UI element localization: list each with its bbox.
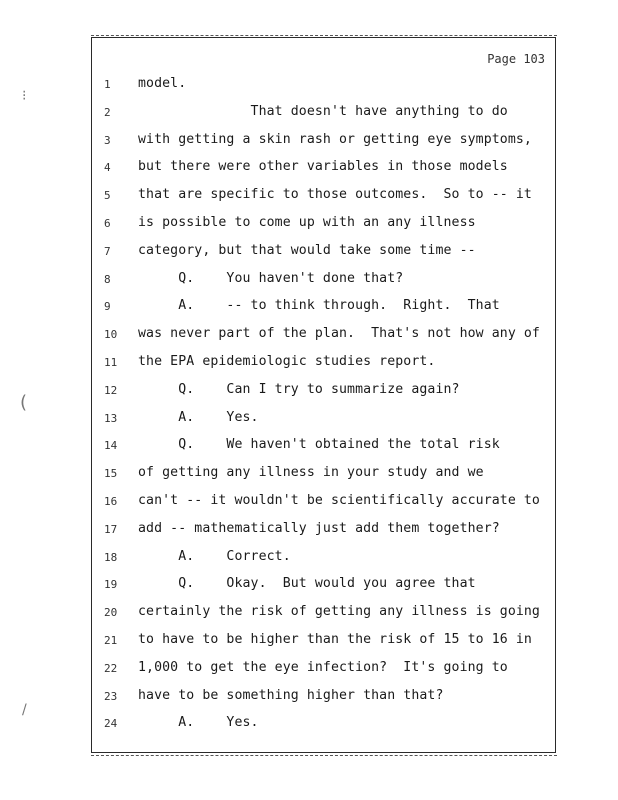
transcript-line	[92, 717, 555, 745]
transcript-line	[92, 467, 555, 495]
line-text: can't -- it wouldn't be scientifically accurate to	[138, 493, 540, 508]
line-text: add -- mathematically just add them together?	[138, 520, 500, 536]
line-number: 20	[104, 606, 118, 620]
line-text: is possible to come up with an any illness	[138, 215, 476, 230]
line-number: 23	[104, 689, 118, 703]
transcript-line	[92, 356, 555, 384]
transcript-line	[92, 242, 555, 273]
line-number: 17	[104, 522, 118, 536]
line-text: Q. We haven't obtained the total risk	[138, 437, 500, 453]
line-text: model.	[138, 76, 187, 91]
transcript-page	[91, 37, 556, 753]
transcript-line	[92, 634, 555, 662]
margin-mark: (	[20, 392, 28, 413]
line-number: 3	[104, 133, 111, 147]
transcript-line	[92, 409, 555, 440]
line-number: 8	[104, 272, 111, 286]
line-number: 6	[104, 217, 111, 230]
transcript-line	[92, 495, 555, 523]
transcript-line	[92, 131, 555, 162]
line-number: 15	[104, 467, 118, 481]
line-text: that are specific to those outcomes. So to -- it	[138, 187, 532, 203]
line-number: 21	[104, 634, 118, 647]
transcript-line	[92, 439, 555, 467]
margin-mark: ⁝	[22, 88, 27, 104]
line-number: 4	[104, 161, 111, 175]
line-text: Q. Can I try to summarize again?	[138, 381, 460, 397]
line-text: was never part of the plan. That's not how any of	[138, 326, 540, 342]
line-number: 22	[104, 661, 118, 675]
line-number: 9	[104, 300, 111, 314]
transcript-line	[92, 578, 555, 606]
line-text: A. -- to think through. Right. That	[138, 298, 500, 314]
line-number: 18	[104, 550, 118, 564]
line-text: to have to be higher than the risk of 15 to 16 in	[138, 632, 532, 647]
transcript-line	[92, 687, 555, 718]
line-number: 12	[104, 383, 118, 397]
page-number: Page 103	[487, 52, 545, 66]
line-number: 13	[104, 411, 118, 425]
transcript-line	[92, 659, 555, 690]
line-number: 11	[104, 356, 118, 369]
transcript-line	[92, 300, 555, 328]
top-scan-line	[91, 35, 557, 36]
line-number: 19	[104, 578, 118, 592]
bottom-scan-line	[91, 755, 557, 756]
transcript-line	[92, 189, 555, 217]
transcript-line	[92, 161, 555, 189]
margin-mark: /	[22, 702, 27, 718]
transcript-line	[92, 606, 555, 634]
transcript-line	[92, 103, 555, 134]
line-text: with getting a skin rash or getting eye symptoms,	[138, 131, 532, 147]
line-text: the EPA epidemiologic studies report.	[138, 354, 436, 369]
transcript-line	[92, 548, 555, 579]
line-number: 7	[104, 244, 111, 258]
line-text: category, but that would take some time --	[138, 242, 476, 258]
line-number: 5	[104, 189, 111, 203]
transcript-line	[92, 520, 555, 551]
line-number: 1	[104, 78, 111, 91]
line-number: 14	[104, 439, 118, 453]
line-text: 1,000 to get the eye infection? It's going to	[138, 659, 508, 675]
transcript-line	[92, 328, 555, 356]
line-text: of getting any illness in your study and we	[138, 465, 484, 481]
transcript-line	[92, 78, 555, 106]
line-text: Q. Okay. But would you agree that	[138, 576, 476, 592]
line-text: A. Correct.	[138, 548, 291, 564]
transcript-line	[92, 270, 555, 301]
line-text: certainly the risk of getting any illness is going	[138, 604, 540, 620]
line-text: A. Yes.	[138, 409, 259, 425]
line-number: 2	[104, 105, 111, 119]
line-text: A. Yes.	[138, 715, 259, 731]
line-text: That doesn't have anything to do	[138, 103, 508, 119]
line-number: 16	[104, 495, 118, 508]
transcript-line	[92, 381, 555, 412]
line-number: 10	[104, 328, 118, 342]
transcript-line	[92, 217, 555, 245]
line-number: 24	[104, 717, 118, 731]
line-text: have to be something higher than that?	[138, 687, 444, 703]
line-text: but there were other variables in those models	[138, 159, 508, 175]
line-text: Q. You haven't done that?	[138, 270, 404, 286]
